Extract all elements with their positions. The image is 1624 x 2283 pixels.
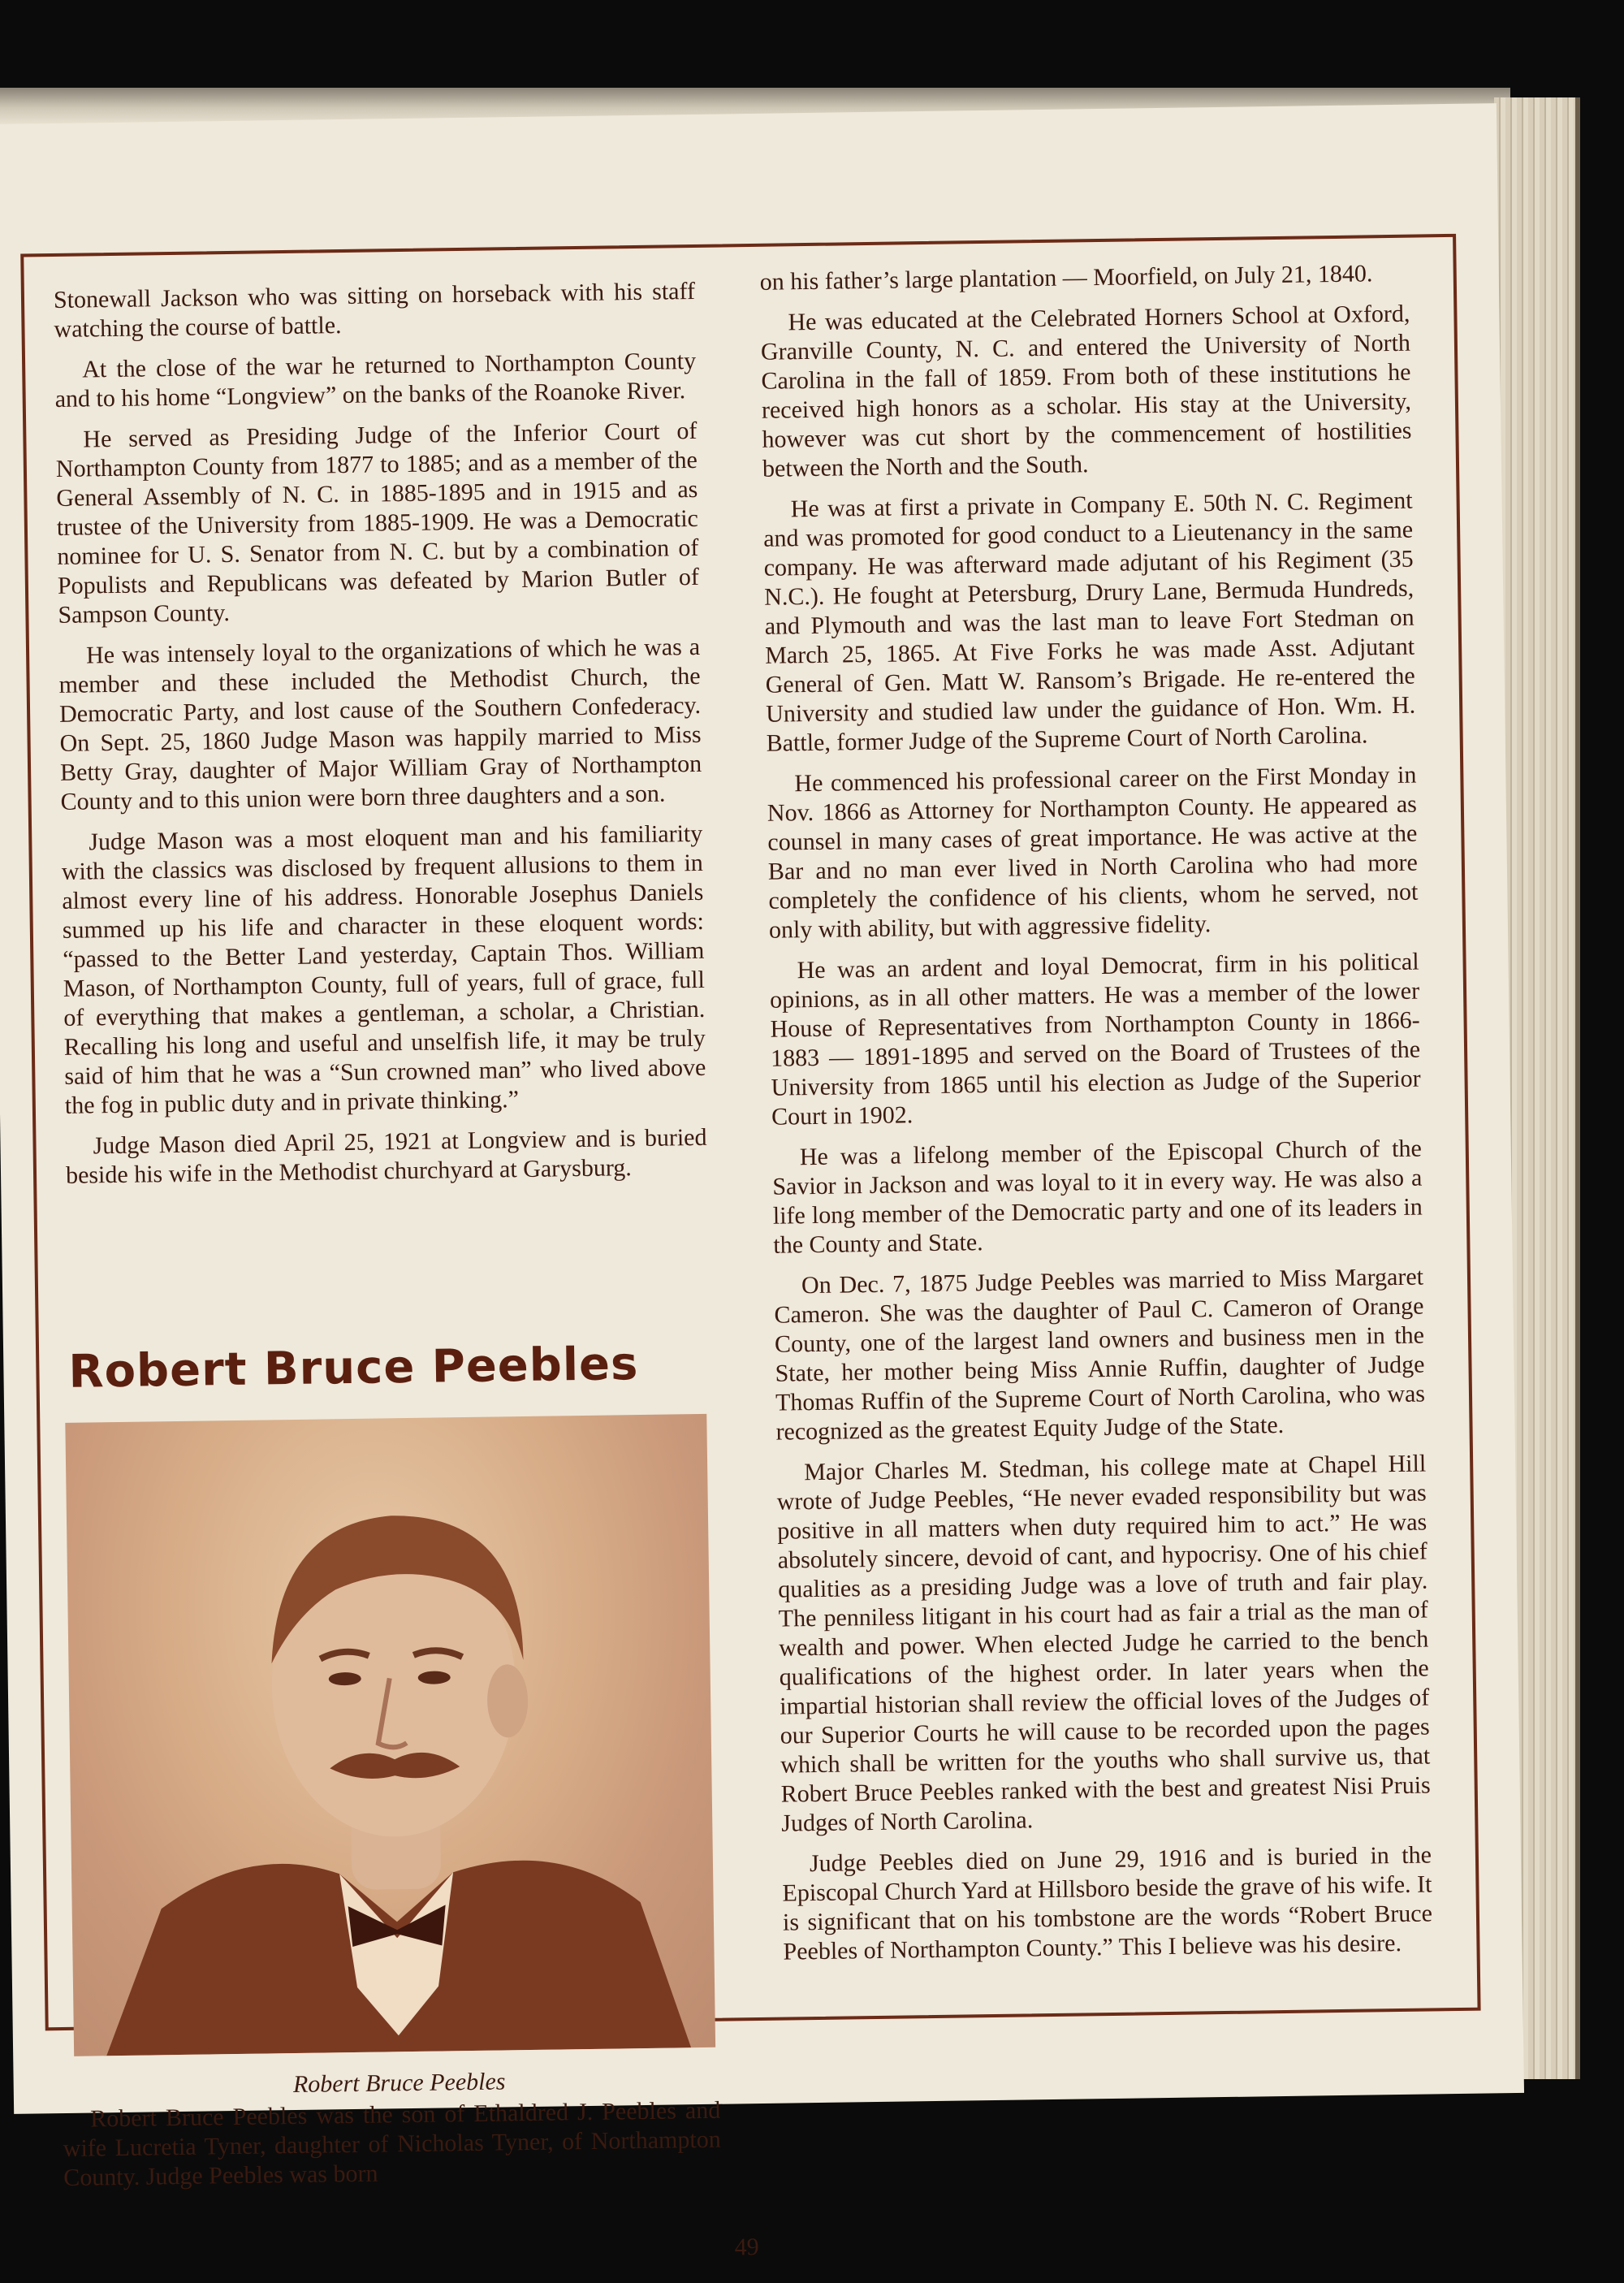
portrait-illustration bbox=[65, 1414, 715, 2056]
page-number: 49 bbox=[734, 2233, 759, 2261]
portrait-photo bbox=[65, 1414, 715, 2056]
paragraph: At the close of the war he returned to Northampton County and to his home “Longview” on the banks of the Roanoke River. bbox=[54, 347, 697, 413]
paragraph: Robert Bruce Peebles was the son of Ethaldred J. Peebles and wife Lucretia Tyner, daughter of Nicholas Tyner, of Northampton County. Judge Peebles was born bbox=[63, 2096, 721, 2192]
paragraph: On Dec. 7, 1875 Judge Peebles was married to Miss Margaret Cameron. She was the daughter of Paul C. Cameron of Orange County, one of the largest land owners and business men in the State, her mother being Miss Annie Ruffin, daughter of Judge Thomas Ruffin of the Supreme Court of North Carolina, who was recognized as the greatest Equity Judge of the State. bbox=[774, 1263, 1426, 1446]
paragraph: He commenced his professional career on the First Monday in Nov. 1866 as Attorney for Northampton County. He appeared as counsel in many cases of great importance. He was active at the Bar and no man ever lived in North Carolina who had more completely the confidence of his clients, whom he served, not only with ability, but with aggressive fidelity. bbox=[767, 761, 1419, 944]
left-bottom-paragraph bbox=[63, 2096, 722, 2204]
paragraph: Judge Peebles died on June 29, 1916 and is buried in the Episcopal Church Yard at Hillsboro beside the grave of his wife. It is significant that on his tombstone are the words “Robert Bruce Peebles of Northampton County.” This I believe was his desire. bbox=[782, 1841, 1433, 1965]
paragraph: He was educated at the Celebrated Horners School at Oxford, Granville County, N. C. and entered the University of North Carolina in the fall of 1859. From both of these institutions he received high honors as a scholar. His stay at the University, however was cut short by the commencement of hostilities between the North and the South. bbox=[760, 300, 1412, 482]
paragraph: Judge Mason was a most eloquent man and his familiarity with the classics was disclosed by frequent allusions to them in almost every line of his address. Honorable Josephus Daniels summed up his life and character in these eloquent words: “passed to the Better Land yesterday, Captain Thos. William Mason, of Northampton County, full of years, full of grace, full of everything that makes a gentleman, a scholar, a Christian. Recalling his long and useful and unselfish life, it may be truly said of him that he was a “Sun crowned man” who lived above the fog in public duty and in private thinking.” bbox=[61, 819, 706, 1119]
paragraph: He served as Presiding Judge of the Inferior Court of Northampton County from 1877 to 1885; and as a member of the General Assembly of N. C. in 1885-1895 and in 1915 and as trustee of the University from 1885-1909. He was a Democratic nominee for U. S. Senator from N. C. but by a combination of Populists and Republicans was defeated by Marion Butler of Sampson County. bbox=[55, 417, 700, 629]
section-heading: Robert Bruce Peebles bbox=[67, 1338, 639, 1399]
paragraph: He was intensely loyal to the organizations of which he was a member and these included the Methodist Church, the Democratic Party, and lost cause of the Southern Confederacy. On Sept. 25, 1860 Judge Mason was happily married to Miss Betty Gray, daughter of Major William Gray of Northampton County and to this union were born three daughters and a son. bbox=[58, 633, 702, 815]
paragraph: He was at first a private in Company E. 50th N. C. Regiment and was promoted for good conduct to a Lieutenancy in the same company. He was afterward made adjutant of his Regiment (35 N.C.). He fought at Petersburg, Drury Lane, Bermuda Hundreds, and Plymouth and was the last man to leave Fort Stedman on March 25, 1865. At Five Forks he was made Asst. Adjutant General of Gen. Matt W. Ransom’s Brigade. He re-entered the University and studied law under the guidance of Hon. Wm. H. Battle, former Judge of the Supreme Court of North Carolina. bbox=[762, 486, 1416, 757]
paragraph: Stonewall Jackson who was sitting on horseback with his staff watching the course of battle. bbox=[53, 277, 696, 343]
paragraph: He was a lifelong member of the Episcopal Church of the Savior in Jackson and was loyal to it in every way. He was also a life long member of the Democratic party and one of its leaders in the County and State. bbox=[772, 1135, 1423, 1259]
book-page bbox=[0, 103, 1524, 2261]
portrait-caption: Robert Bruce Peebles bbox=[292, 2068, 506, 2099]
paragraph: He was an ardent and loyal Democrat, firm in his political opinions, as in all other matters. He was a member of the lower House of Representatives from Northampton County in 1866-1883 — 1891-1895 and served on the Board of Trustees of the University from 1865 until his election as Judge of the Superior Court in 1902. bbox=[769, 948, 1421, 1131]
paragraph: Major Charles M. Stedman, his college mate at Chapel Hill wrote of Judge Peebles, “He never evaded responsibility but was positive in all matters when duty required him to act.” He was absolutely sincere, devoid of cant, and hypocrisy. One of his chief qualities as a presiding Judge was a love of truth and fair play. The penniless litigant in his court had as fair a trial as the man of wealth and power. When elected Judge he carried to the bench qualifications of the highest order. In later years when the impartial historian shall review the official loves of the Judges of our Superior Courts he will cause to be recorded upon the pages which shall be written for the youths who shall survive us, that Robert Bruce Peebles ranked with the best and greatest Nisi Pruis Judges of North Carolina. bbox=[776, 1450, 1431, 1837]
right-column bbox=[760, 259, 1433, 1978]
left-column bbox=[54, 277, 708, 1202]
paragraph: Judge Mason died April 25, 1921 at Longview and is buried beside his wife in the Methodist churchyard at Garysburg. bbox=[65, 1123, 707, 1189]
paragraph: on his father’s large plantation — Moorfield, on July 21, 1840. bbox=[759, 260, 1373, 296]
